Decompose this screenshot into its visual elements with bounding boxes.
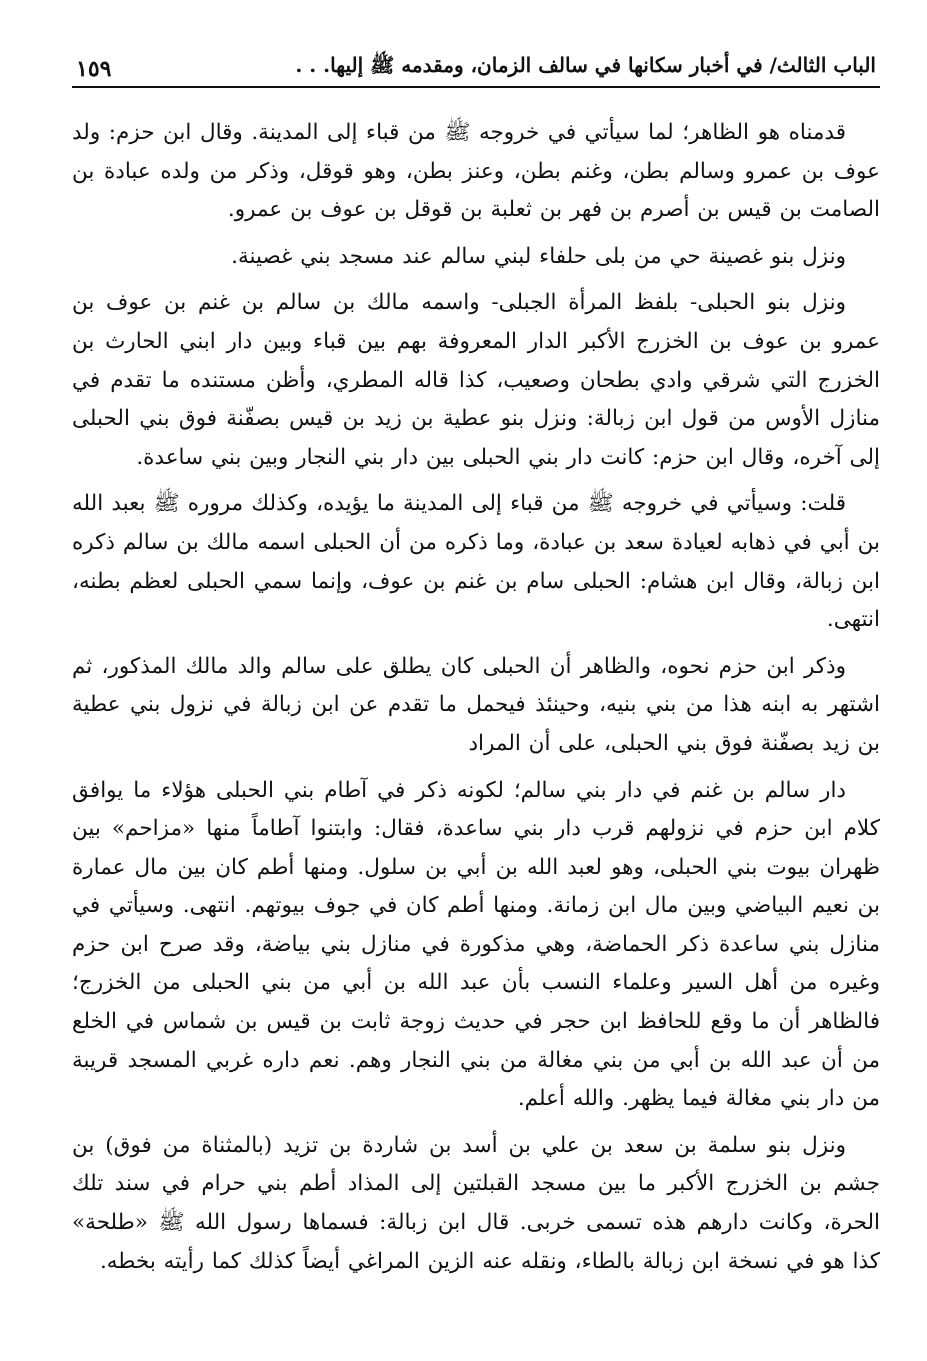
running-header — [72, 46, 880, 88]
running-title: الباب الثالث/ في أخبار سكانها في سالف الزمان، ومقدمه ﷺ إليها. . . — [295, 53, 876, 77]
paragraph: ونزل بنو غصينة حي من بلى حلفاء لبني سالم عند مسجد بني غصينة. — [231, 243, 846, 269]
page-number: ١٥٩ — [76, 56, 112, 82]
paragraph: ونزل بنو سلمة بن سعد بن علي بن أسد بن شاردة بن تزيد (بالمثناة من فوق) بن جشم بن الخزرج الأكبر ما بين مسجد القبلتين إلى المذاد أطم بني حرام في سند تلك الحرة، وكانت دارهم هذه تسمى خربى. قال ابن زبالة: فسماها رسول الله ﷺ «طلحة» كذا هو في نسخة ابن زبالة بالطاء، ونقله عنه الزين المراغي أيضاً كذلك كما رأيته بخطه. — [72, 1132, 880, 1274]
book-page — [72, 46, 880, 1336]
body-text — [72, 114, 880, 1281]
paragraph: قلت: وسيأتي في خروجه ﷺ من قباء إلى المدينة ما يؤيده، وكذلك مروره ﷺ بعبد الله بن أبي في ذهابه لعيادة سعد بن عبادة، وما ذكره من أن الحبلى اسمه مالك بن سالم ذكره ابن زبالة، وقال ابن هشام: الحبلى سام بن غنم بن عوف، وإنما سمي الحبلى لعظم بطنه، انتهى. — [72, 491, 880, 633]
paragraph: وذكر ابن حزم نحوه، والظاهر أن الحبلى كان يطلق على سالم والد مالك المذكور، ثم اشتهر به ابنه هذا من بني بنيه، وحينئذ فيحمل ما تقدم عن ابن زبالة في نزول بني عطية بن زيد بصفّنة فوق بني الحبلى، على أن المراد — [72, 653, 880, 756]
paragraph: ونزل بنو الحبلى- بلفظ المرأة الجبلى- واسمه مالك بن سالم بن غنم بن عوف بن عمرو بن عوف بن الخزرج الأكبر الدار المعروفة بهم بين قباء وبين دار ابني الحارث بن الخزرج التي شرقي وادي بطحان وصعيب، كذا قاله المطري، وأظن مستنده ما تقدم في منازل الأوس من قول ابن زبالة: ونزل بنو عطية بن زيد بن قيس بصفّنة فوق بني الحبلى إلى آخره، وقال ابن حزم: كانت دار بني الحبلى بين دار بني النجار وبين بني ساعدة. — [72, 290, 880, 470]
paragraph: قدمناه هو الظاهر؛ لما سيأتي في خروجه ﷺ من قباء إلى المدينة. وقال ابن حزم: ولد عوف بن عمرو وسالم بطن، وغنم بطن، وعنز بطن، وهو قوقل، وذكر من ولده عبادة بن الصامت بن قيس بن أصرم بن فهر بن ثعلبة بن قوقل بن عوف بن عمرو. — [72, 120, 880, 223]
paragraph: دار سالم بن غنم في دار بني سالم؛ لكونه ذكر في آطام بني الحبلى هؤلاء ما يوافق كلام ابن حزم في نزولهم قرب دار بني ساعدة، فقال: وابتنوا آطاماً منها «مزاحم» بين ظهران بيوت بني الحبلى، وهو لعبد الله بن أبي بن سلول. ومنها أطم كان بين مال عمارة بن نعيم البياضي وبين مال ابن زمانة. ومنها أطم كان في جوف بيوتهم. انتهى. وسيأتي في منازل بني ساعدة ذكر الحماضة، وهي مذكورة في منازل بني بياضة، وقد صرح ابن حزم وغيره من أهل السير وعلماء النسب بأن عبد الله بن أبي من بني الحبلى من الخزرج؛ فالظاهر أن ما وقع للحافظ ابن حجر في حديث زوجة ثابت بن قيس بن شماس في الخلع من أن عبد الله بن أبي من بني مغالة من بني النجار وهم. نعم داره غربي المسجد قريبة من دار بني مغالة فيما يظهر. والله أعلم. — [72, 777, 880, 1112]
